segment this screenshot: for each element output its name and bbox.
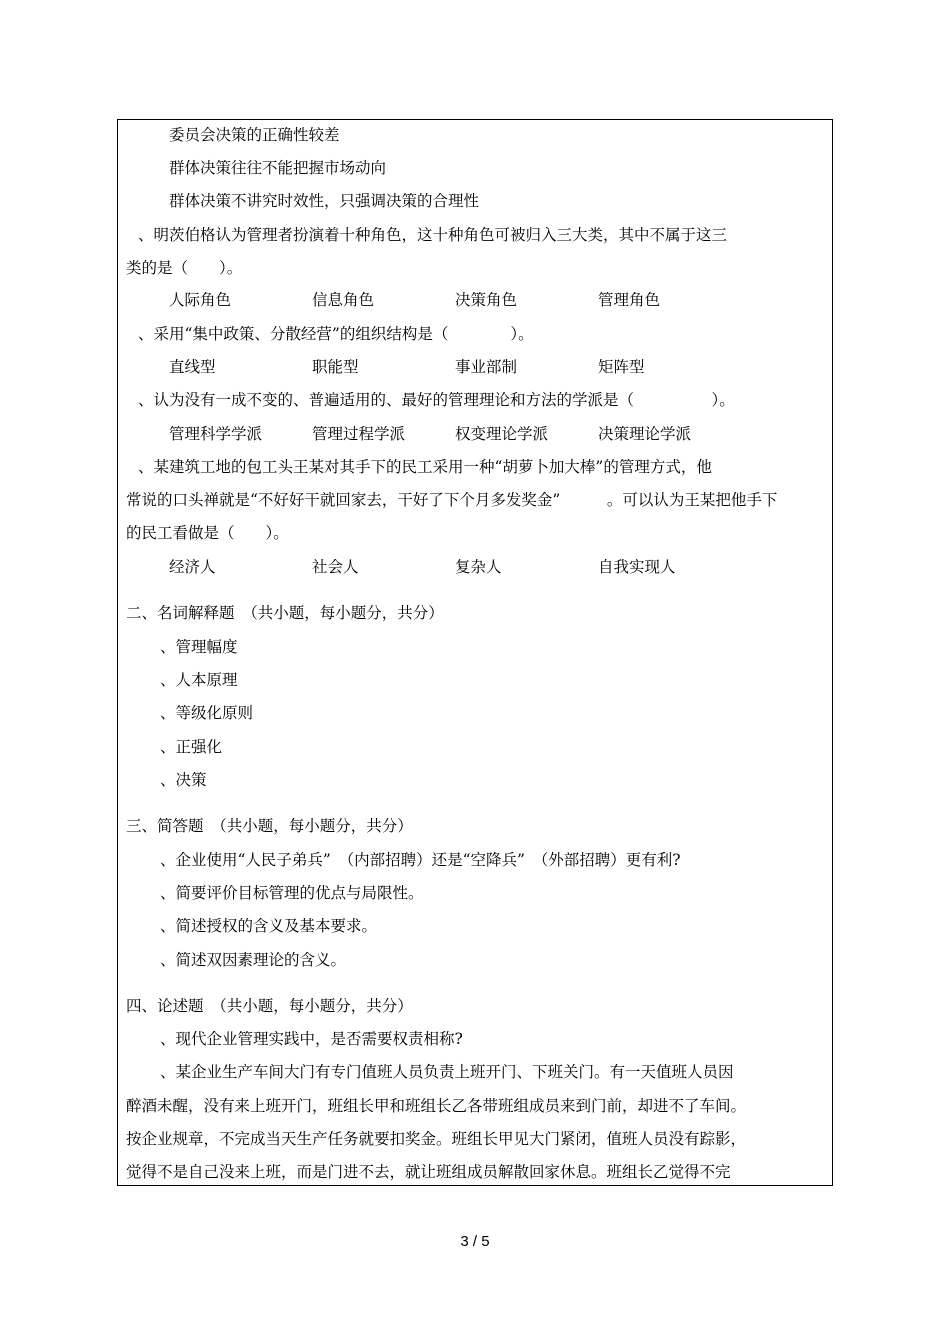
question-stem: 的民工看做是（ ）。 [126, 524, 289, 542]
option-c: 决策角色 [455, 291, 518, 309]
question-stem: 、明茨伯格认为管理者扮演着十种角色，这十种角色可被归入三大类，其中不属于这三 [138, 226, 728, 244]
list-item: 、等级化原则 [160, 704, 254, 722]
option-d: 管理角色 [598, 291, 661, 309]
question-stem: 、采用“集中政策、分散经营”的组织结构是（ ）。 [138, 325, 534, 343]
option-a: 人际角色 [169, 291, 232, 309]
option-c: 权变理论学派 [455, 425, 549, 443]
option-d: 矩阵型 [598, 358, 645, 376]
list-item: 、管理幅度 [160, 638, 238, 656]
option-d: 自我实现人 [598, 558, 676, 576]
page-number: 3 / 5 [460, 1233, 490, 1250]
case-paragraph-line: 醉酒未醒，没有来上班开门，班组长甲和班组长乙各带班组成员来到门前，却进不了车间。 [126, 1097, 747, 1115]
option-d: 决策理论学派 [598, 425, 692, 443]
section-heading: 四、论述题 （共小题，每小题分，共分） [126, 997, 413, 1015]
list-item: 、决策 [160, 771, 207, 789]
option-d: 群体决策往往不能把握市场动向 [169, 159, 387, 177]
section-heading: 三、简答题 （共小题，每小题分，共分） [126, 817, 413, 835]
list-item: 、简要评价目标管理的优点与局限性。 [160, 884, 424, 902]
option-e: 群体决策不讲究时效性，只强调决策的合理性 [169, 192, 480, 210]
question-stem: 类的是（ ）。 [126, 259, 243, 277]
question-stem: 常说的口头禅就是“不好好干就回家去，干好了下个月多发奖金” 。可以认为王某把他手下 [126, 491, 778, 509]
option-c: 事业部制 [455, 358, 518, 376]
question-stem: 、认为没有一成不变的、普遍适用的、最好的管理理论和方法的学派是（ ）。 [138, 391, 735, 409]
option-b: 职能型 [312, 358, 359, 376]
option-a: 管理科学学派 [169, 425, 263, 443]
option-c: 委员会决策的正确性较差 [169, 126, 340, 144]
list-item: 、简述授权的含义及基本要求。 [160, 917, 378, 935]
option-a: 直线型 [169, 358, 216, 376]
list-item: 、人本原理 [160, 671, 238, 689]
option-c: 复杂人 [455, 558, 502, 576]
case-paragraph-line: 觉得不是自己没来上班，而是门进不去，就让班组成员解散回家休息。班组长乙觉得不完 [126, 1163, 731, 1181]
list-item: 、企业使用“人民子弟兵” （内部招聘）还是“空降兵” （外部招聘）更有利? [160, 851, 681, 869]
question-stem: 、某建筑工地的包工头王某对其手下的民工采用一种“胡萝卜加大棒”的管理方式，他 [138, 458, 712, 476]
case-paragraph-line: 按企业规章，不完成当天生产任务就要扣奖金。班组长甲见大门紧闭，值班人员没有踪影， [126, 1130, 747, 1148]
case-paragraph-line: 、某企业生产车间大门有专门值班人员负责上班开门、下班关门。有一天值班人员因 [160, 1063, 734, 1081]
option-b: 社会人 [312, 558, 359, 576]
option-b: 信息角色 [312, 291, 375, 309]
list-item: 、简述双因素理论的含义。 [160, 951, 347, 969]
option-a: 经济人 [169, 558, 216, 576]
list-item: 、正强化 [160, 738, 223, 756]
section-heading: 二、名词解释题 （共小题，每小题分，共分） [126, 604, 444, 622]
list-item: 、现代企业管理实践中，是否需要权责相称? [160, 1030, 463, 1048]
option-b: 管理过程学派 [312, 425, 406, 443]
